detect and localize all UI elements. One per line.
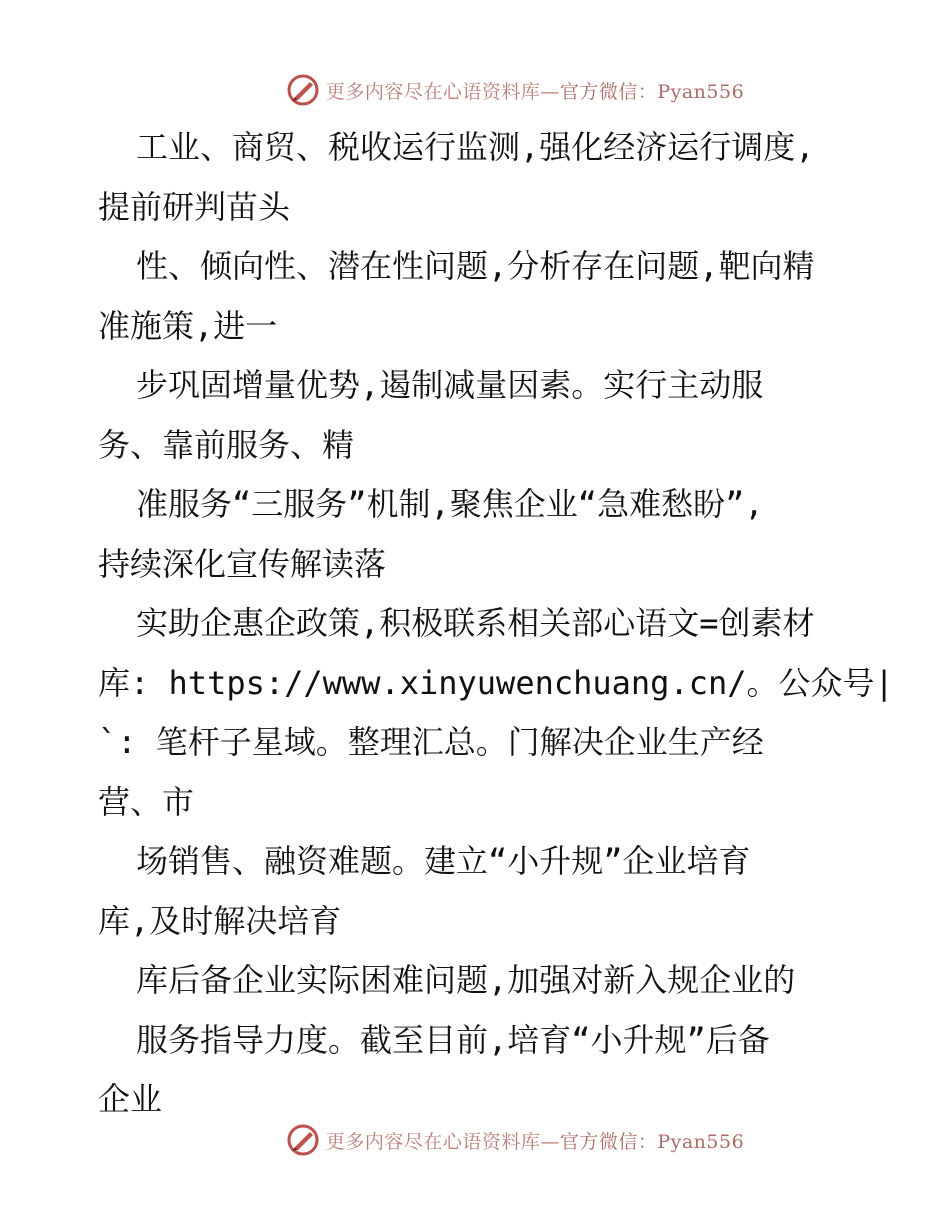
body-line: 企业 [98, 1080, 163, 1118]
body-line: 库,及时解决培育 [98, 901, 342, 940]
body-line: 提前研判苗头 [98, 187, 291, 226]
body-line: 步巩固增量优势,遏制减量因素。实行主动服 [136, 366, 764, 404]
body-line: 务、靠前服务、精 [98, 425, 355, 464]
header-banner [0, 70, 950, 110]
body-line: 准服务“三服务”机制,聚焦企业“急难愁盼”, [136, 485, 764, 523]
header-banner-text [326, 77, 744, 104]
body-line: 持续深化宣传解读落 [98, 544, 387, 583]
body-line: 库: https://www.xinyuwenchuang.cn/。公众号| [98, 663, 894, 702]
document-body [98, 118, 894, 1130]
footer-prefix: 更多内容尽在心语资料库— [325, 1130, 560, 1153]
header-prefix: 更多内容尽在心语资料库— [325, 80, 560, 103]
body-line: 场销售、融资难题。建立“小升规”企业培育 [136, 842, 751, 880]
footer-wechat: 官方微信：Pyan556 [559, 1130, 745, 1153]
pen-logo-icon [286, 1123, 320, 1157]
body-line: 实助企惠企政策,积极联系相关部心语文=创素材 [136, 604, 815, 642]
footer-banner [0, 1120, 950, 1160]
body-line: `: 笔杆子星域。整理汇总。门解决企业生产经 [98, 723, 764, 761]
body-line: 营、市 [98, 782, 195, 821]
body-line: 服务指导力度。截至目前,培育“小升规”后备 [136, 1020, 770, 1059]
header-wechat: 官方微信：Pyan556 [559, 80, 745, 103]
body-line: 准施策,进一 [98, 306, 278, 345]
body-line: 性、倾向性、潜在性问题,分析存在问题,靶向精 [136, 247, 815, 285]
body-line: 库后备企业实际困难问题,加强对新入规企业的 [136, 961, 796, 999]
pen-logo-icon [286, 73, 320, 107]
body-line: 工业、商贸、税收运行监测,强化经济运行调度, [136, 128, 815, 166]
footer-banner-text [326, 1127, 744, 1154]
